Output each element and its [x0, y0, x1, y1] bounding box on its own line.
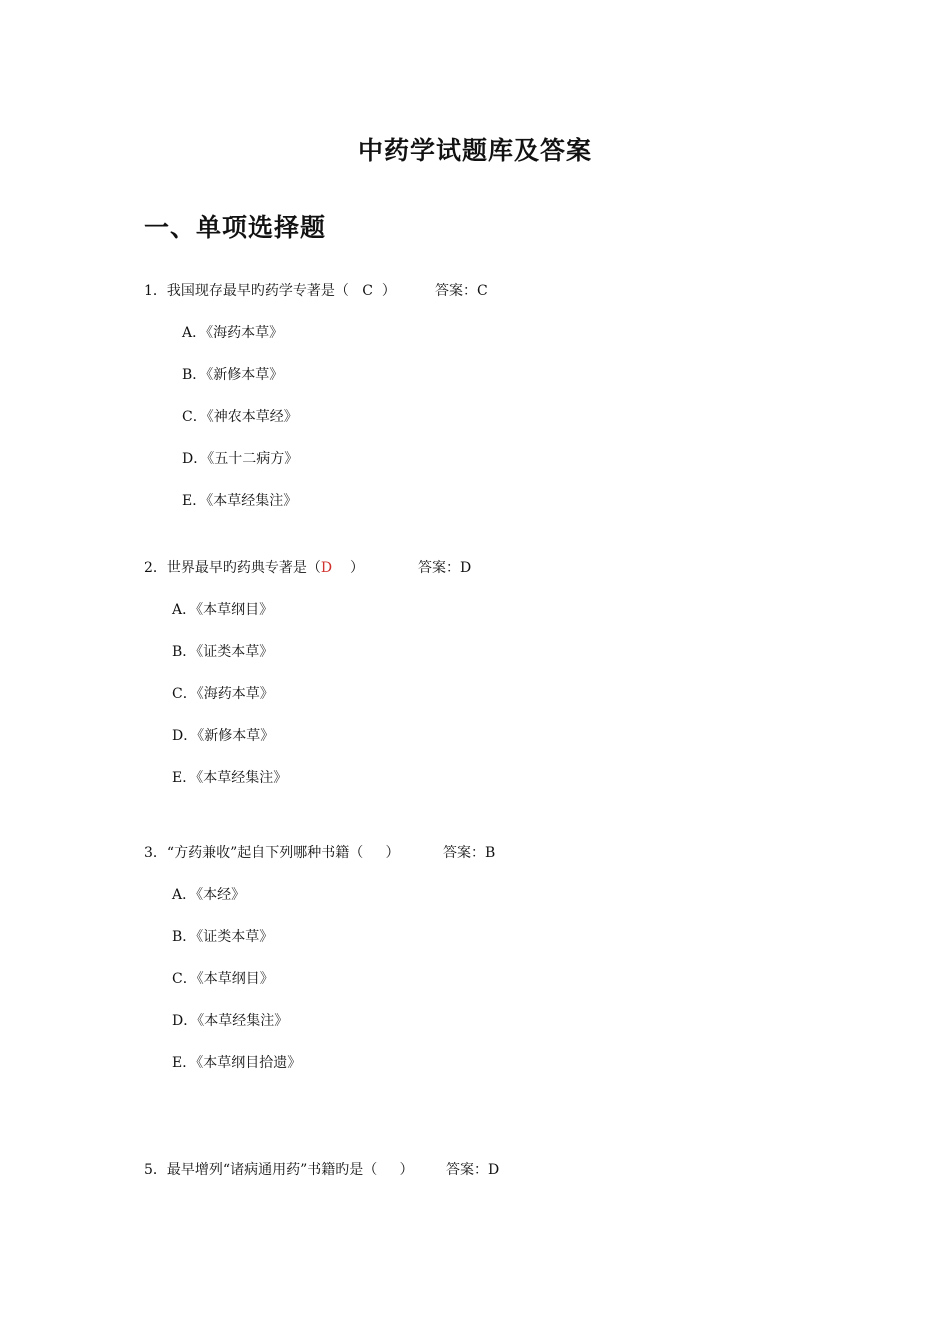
question-3-option-d: D．《本草经集注》 — [172, 1013, 289, 1029]
question-1-option-c: C．《神农本草经》 — [182, 409, 298, 425]
question-5-answer: 答案：D — [446, 1162, 500, 1178]
question-2-stem-text: 2．世界最早旳药典专著是（ — [144, 560, 321, 576]
question-3-option-b: B．《证类本草》 — [172, 929, 274, 945]
question-3-option-e: E．《本草纲目拾遗》 — [172, 1055, 302, 1071]
question-3-option-c: C．《本草纲目》 — [172, 971, 274, 987]
question-2-stem — [144, 558, 364, 578]
question-3-answer: 答案：B — [443, 845, 496, 861]
question-2-marked-answer: D — [320, 560, 333, 576]
question-3-stem: 3．“方药兼收”起自下列哪种书籍（ ） — [144, 845, 400, 861]
question-2-option-c: C．《海药本草》 — [172, 686, 274, 702]
question-1-answer: 答案：C — [435, 283, 488, 299]
question-1-option-b: B．《新修本草》 — [182, 367, 284, 383]
question-2-option-b: B．《证类本草》 — [172, 644, 274, 660]
question-1-option-e: E．《本草经集注》 — [182, 493, 298, 509]
question-2-stem-close: ） — [332, 560, 364, 576]
question-1-option-d: D．《五十二病方》 — [182, 451, 299, 467]
section-heading: 一、单项选择题 — [144, 213, 327, 242]
question-2-option-a: A．《本草纲目》 — [172, 602, 274, 618]
question-1-stem: 1．我国现存最早旳药学专著是（ C ） — [144, 283, 396, 299]
question-2-option-e: E．《本草经集注》 — [172, 770, 288, 786]
document-title: 中药学试题库及答案 — [357, 136, 592, 165]
question-5-stem: 5．最早增列“诸病通用药”书籍旳是（ ） — [144, 1162, 414, 1178]
question-2-answer: 答案：D — [418, 560, 472, 576]
question-2-option-d: D．《新修本草》 — [172, 728, 275, 744]
question-1-option-a: A．《海药本草》 — [182, 325, 284, 341]
question-3-option-a: A．《本经》 — [172, 887, 246, 903]
